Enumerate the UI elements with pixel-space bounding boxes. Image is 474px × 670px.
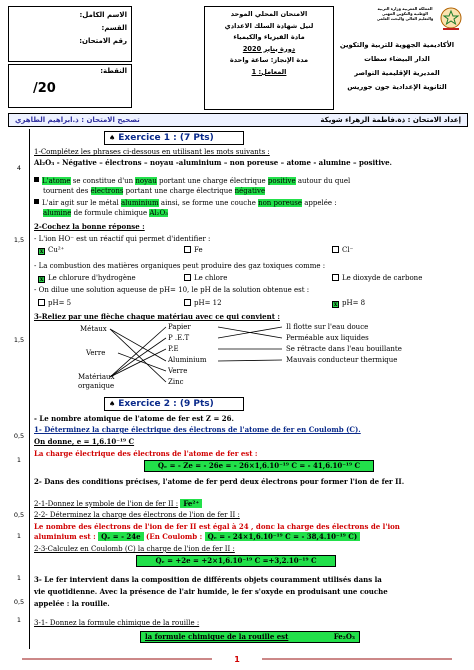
page-number: 1 [234, 655, 240, 664]
ex2-q2-2: 2-2- Déterminez la charge des électrons de l'ion de fer II : [34, 511, 240, 519]
exam-certificate: لنيل شهادة السلك الاعدادي [224, 21, 314, 30]
material-metals: Métaux [80, 325, 107, 333]
ex2-a1-formula: Qₑ = - Ze = - 26e = - 26×1,6.10⁻¹⁹ C = - 41,6.10⁻¹⁹ C [144, 460, 374, 472]
ex1-q2b: - La combustion des matières organiques peut produire des gaz toxiques comme : [34, 262, 326, 270]
q2c-option-3[interactable]: x pH= 8 [333, 299, 366, 308]
arrow-line [110, 338, 166, 377]
ex2-q3-1: 3-1- Donnez la formule chimique de la rouille : [34, 619, 200, 627]
ex1-q3: 3-Reliez par une flèche chaque matériau avec ce qui convient : [34, 312, 280, 321]
score-margin [8, 129, 30, 649]
ex1-sentence1-line1: L'atome se constitue d'un noyau portant une charge électrique positive autour du quel [34, 177, 466, 186]
checkbox-icon[interactable] [332, 274, 339, 281]
object-pet: P .E.T [168, 334, 190, 342]
object-glass: Verre [168, 367, 188, 375]
arrow-line [218, 360, 282, 361]
student-info-box [8, 6, 132, 62]
exam-info-box [204, 6, 334, 110]
ex1-q2c: - On dilue une solution aqueuse de pH= 10, le pH de la solution obtenue est : [34, 286, 310, 294]
mark-ex2-q23: 1 [16, 574, 22, 582]
ex1-q2a: - L'ion HO⁻ est un réactif qui permet d'identifier : [34, 235, 211, 243]
grade-box [8, 64, 132, 108]
checkbox-icon[interactable] [38, 299, 45, 306]
ex2-q3-line2: vie quotidienne. Avec la présence de l'air humide, le fer s'oxyde en produisant une couche [34, 587, 388, 596]
ex1-q2: 2-Cochez la bonne réponse : [34, 222, 145, 231]
ex1-wordlist: Al₂O₃ - Négative – électrons – noyau -aluminium – non poreuse – atome - alumine – positive. [34, 158, 392, 167]
region-name: الدار البيضاء سطات [364, 55, 430, 63]
ministry-header [328, 4, 468, 112]
object-aluminium: Aluminium [168, 356, 207, 364]
q2a-option-1[interactable]: x Cu²⁺ [39, 246, 65, 255]
ex2-a3-1: la formule chimique de la rouille est Fe₂O₃ [140, 631, 360, 643]
school-name: الثانوية الإعدادية جون جوريس [347, 83, 447, 91]
checkbox-icon[interactable] [184, 299, 191, 306]
grade-label: النقطة: [100, 67, 127, 75]
arrow-line [110, 329, 166, 382]
bullet-icon [34, 177, 39, 182]
ex2-q3-line1: 3- Le fer intervient dans la composition de différents objets couramment utilisés dans la [34, 575, 382, 584]
exercise2-title: ♠ Exercice 2 : (9 Pts) [104, 397, 244, 411]
ex2-q1: 1- Déterminez la charge électrique des électrons de l'atome de fer en Coulomb (C). [34, 425, 361, 434]
prep-bar [8, 113, 468, 127]
ex1-sentence2-line2: alumine de formule chimique Al₂O₃ [43, 209, 168, 217]
q2b-option-1[interactable]: x Le chlorure d'hydrogène [39, 274, 136, 283]
arrow-line [118, 353, 166, 371]
academy-name: الأكاديمية الجهوية للتربية والتكوين [339, 41, 455, 49]
correction-by: تصحيح الامتحان : ذ.ابراهيم الطاهري [15, 116, 140, 124]
matching-arrows [104, 319, 294, 391]
checkbox-checked-icon[interactable]: x [333, 301, 338, 308]
ex2-q2-1: 2-1-Donnez le symbole de l'ion de fer II : Fe²⁺ [34, 499, 466, 509]
ex2-a2-1: Fe²⁺ [180, 499, 202, 508]
arrow-line [110, 327, 166, 377]
footer-divider-right [262, 658, 452, 660]
full-name-label: الاسم الكامل: [79, 11, 127, 19]
property-floats: Il flotte sur l'eau douce [286, 323, 369, 331]
mark-ex2-q21: 0,5 [13, 511, 25, 519]
arrow-line [110, 329, 166, 361]
property-shrinks: Se rétracte dans l'eau bouillante [286, 345, 402, 353]
mark-ex2-q22: 1 [16, 532, 22, 540]
checkbox-checked-icon[interactable]: x [39, 248, 44, 255]
material-organic-2: organique [78, 382, 115, 390]
bullet-icon [34, 199, 39, 204]
ex2-q3-line3: appelée : la rouille. [34, 599, 110, 608]
exam-number-label: رقم الامتحان: [79, 37, 127, 45]
ex2-a2-2-line2: aluminium est : Qₑ = - 24e (En Coulomb : Qₑ = - 24×1,6.10⁻¹⁹ C = - 38,4.10⁻¹⁹ C) [34, 532, 466, 541]
material-organic-1: Matériaux [78, 373, 115, 381]
q2c-option-1[interactable]: pH= 5 [38, 299, 71, 308]
checkbox-icon[interactable] [184, 246, 191, 253]
mark-ex1-q2: 1,5 [13, 236, 25, 244]
ex2-q2-line1: 2- Dans des conditions précises, l'atome de fer perd deux électrons pour former l'ion de fer II. [34, 477, 405, 486]
emblem-icon [438, 6, 464, 32]
grade-value: /20 [33, 81, 56, 96]
q2b-option-3[interactable]: Le dioxyde de carbone [332, 274, 422, 283]
q2a-option-2[interactable]: Fe [184, 246, 203, 255]
page-footer [0, 652, 474, 670]
checkbox-icon[interactable] [332, 246, 339, 253]
exercise1-title: ♠ Exercice 1 : (7 Pts) [104, 131, 244, 145]
mark-ex2-q1b: 1 [16, 456, 22, 464]
ex2-q2-3: 2-3-Calculez en Coulomb (C) la charge de l'ion de fer II : [34, 545, 235, 553]
property-insulator: Mauvais conducteur thermique [286, 356, 398, 364]
prepared-by: إعداد الامتحان : ذة.فاطمة الزهراء شويكة [320, 116, 461, 124]
q2a-option-3[interactable]: Cl⁻ [332, 246, 353, 255]
ex2-a2-2-line1: Le nombre des électrons de l'ion de fer II est égal à 24 , donc la charge des électrons de l'ion [34, 522, 400, 531]
exam-session: دورة يناير 2020 [242, 44, 296, 53]
ex1-q1: 1-Complétez les phrases ci-dessous en utilisant les mots suivants : [34, 148, 270, 156]
ex2-given: On donne, e = 1,6.10⁻¹⁹ C [34, 437, 135, 446]
checkbox-checked-icon[interactable]: x [39, 276, 44, 283]
spade-icon: ♠ [109, 400, 116, 408]
exam-subject: مادة الفيزياء والكيمياء [233, 33, 305, 41]
ex1-sentence2-line1: L'air agit sur le métal aluminium ainsi, se forme une couche non poreuse appelée : [34, 199, 466, 208]
ex2-a2-3: Qₑ = +2e = +2×1,6.10⁻¹⁹ C =+3,2.10⁻¹⁹ C [136, 555, 336, 567]
footer-divider-left [22, 658, 212, 660]
section-label: القسم: [101, 24, 127, 32]
exam-content [34, 129, 466, 649]
checkbox-icon[interactable] [184, 274, 191, 281]
property-permeable: Perméable aux liquides [286, 334, 369, 342]
exam-coefficient: المعامل: 1 [251, 67, 287, 76]
directorate-name: المديرية الإقليمية النواصر [354, 69, 440, 77]
ex2-intro: - Le nombre atomique de l'atome de fer est Z = 26. [34, 414, 234, 423]
mark-ex2-q3: 0,5 [13, 598, 25, 606]
mark-ex2-q31: 1 [16, 616, 22, 624]
q2b-option-2[interactable]: Le chlore [184, 274, 227, 283]
mark-ex1-q1: 4 [16, 164, 22, 172]
material-glass: Verre [86, 349, 106, 357]
object-paper: Papier [168, 323, 191, 331]
ministry-small-text: المملكة المغربية وزارة التربية الوطنية والتكوين المهني والتعليم العالي والبحث العلمي [376, 6, 434, 21]
q2c-option-2[interactable]: pH= 12 [184, 299, 222, 308]
exam-header [8, 4, 468, 112]
object-zinc: Zinc [168, 378, 184, 386]
mark-ex2-q1: 0,5 [13, 432, 25, 440]
spade-icon: ♠ [109, 134, 116, 142]
ex2-a1-text: La charge électrique des électrons de l'atome de fer est : [34, 449, 258, 458]
ex1-sentence1-line2: tournent des électrons portant une charge électrique négative [43, 187, 266, 195]
exam-title: الامتحان المحلي الموحد [230, 10, 308, 18]
object-pe: P.E [168, 345, 179, 353]
exam-duration: مدة الإنجاز: ساعة واحدة [229, 56, 309, 64]
mark-ex1-q3: 1,5 [13, 336, 25, 344]
